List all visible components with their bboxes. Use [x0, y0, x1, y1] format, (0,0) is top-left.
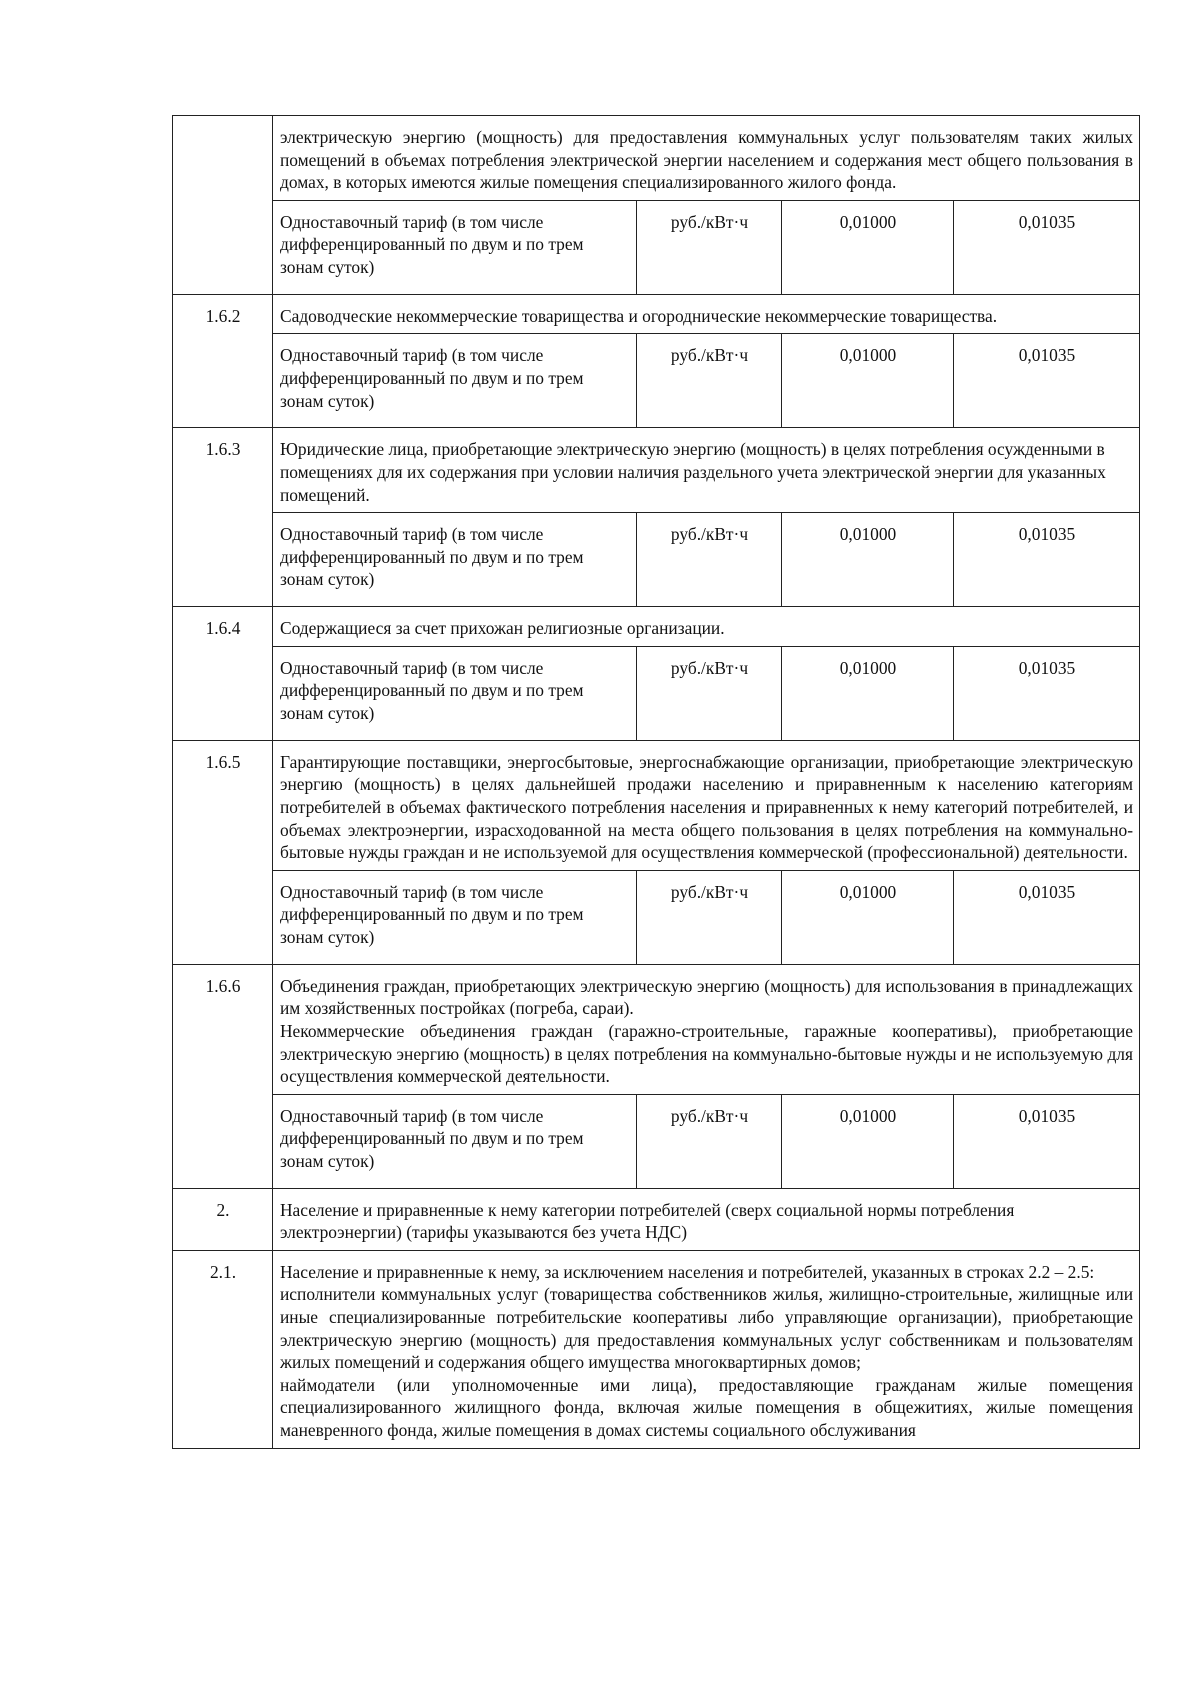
tariff-value-second-half: 0,01035: [954, 1094, 1140, 1188]
tariff-value-second-half: 0,01035: [954, 200, 1140, 294]
row-description: электрическую энергию (мощность) для предоставления коммунальных услуг пользователям таких жилых помещений в объемах потребления электрической энергии населением и содержания мест общего пользования в домах, в которых имеются жилые помещения специализированного жилого фонда.: [273, 116, 1140, 201]
tariff-unit: руб./кВт·ч: [637, 646, 782, 740]
row-number: 1.6.3: [173, 428, 273, 607]
paragraph: наймодатели (или уполномоченные ими лица), предоставляющие гражданам жилые помещения специализированного жилищного фонда, включая жилые помещения в общежитиях, жилые помещения маневренного фонда, жилые помещения в домах системы социального обслуживания: [280, 1374, 1133, 1441]
paragraph: Население и приравненные к нему, за исключением населения и потребителей, указанных в строках 2.2 – 2.5:: [280, 1261, 1095, 1282]
row-description: [273, 1250, 1140, 1448]
tariff-value-first-half: 0,01000: [782, 200, 954, 294]
tariff-value-second-half: 0,01035: [954, 870, 1140, 964]
tariff-value-second-half: 0,01035: [954, 646, 1140, 740]
tariff-value-first-half: 0,01000: [782, 513, 954, 607]
row-number: 2.1.: [173, 1250, 273, 1448]
tariff-unit: руб./кВт·ч: [637, 200, 782, 294]
tariff-value-first-half: 0,01000: [782, 334, 954, 428]
table-row: [173, 294, 1140, 334]
row-number: 2.: [173, 1188, 273, 1250]
tariff-unit: руб./кВт·ч: [637, 870, 782, 964]
tariff-value-second-half: 0,01035: [954, 513, 1140, 607]
tariff-unit: руб./кВт·ч: [637, 513, 782, 607]
tariff-name: Одноставочный тариф (в том числе дифференцированный по двум и по трем зонам суток): [273, 200, 637, 294]
row-description: Гарантирующие поставщики, энергосбытовые, энергоснабжающие организации, приобретающие электрическую энергию (мощность) в целях дальнейшей продажи населению и приравненным к населению категориям потребителей в объемах фактического потребления населения и приравненных к нему категорий потребителей, и объемах электроэнергии, израсходованной на места общего пользования в целях потребления на коммунально-бытовые нужды граждан и не используемой для осуществления коммерческой (профессиональной) деятельности.: [273, 740, 1140, 870]
tariff-row: [173, 870, 1140, 964]
tariff-value-first-half: 0,01000: [782, 870, 954, 964]
tariff-value-second-half: 0,01035: [954, 334, 1140, 428]
tariff-row: [173, 200, 1140, 294]
paragraph: исполнители коммунальных услуг (товарищества собственников жилья, жилищно-строительные, жилищные или иные специализированные потребительские кооперативы либо управляющие организации), приобретающие электрическую энергию (мощность) для предоставления коммунальных услуг собственникам и пользователям жилых помещений и содержания общего имущества многоквартирных домов;: [280, 1284, 1133, 1373]
table-row: [173, 740, 1140, 870]
table-row: [173, 607, 1140, 647]
row-description: [273, 964, 1140, 1094]
tariff-name: Одноставочный тариф (в том числе дифференцированный по двум и по трем зонам суток): [273, 870, 637, 964]
row-description: Содержащиеся за счет прихожан религиозные организации.: [273, 607, 1140, 647]
tariff-table: [172, 115, 1140, 1449]
tariff-unit: руб./кВт·ч: [637, 334, 782, 428]
paragraph: Объединения граждан, приобретающих электрическую энергию (мощность) для использования в принадлежащих им хозяйственных постройках (погреба, сараи).: [280, 975, 1133, 1019]
table-row: [173, 964, 1140, 1094]
tariff-value-first-half: 0,01000: [782, 646, 954, 740]
tariff-name: Одноставочный тариф (в том числе дифференцированный по двум и по трем зонам суток): [273, 513, 637, 607]
tariff-row: [173, 334, 1140, 428]
row-description: Садоводческие некоммерческие товарищества и огороднические некоммерческие товарищества.: [273, 294, 1140, 334]
tariff-row: [173, 1094, 1140, 1188]
tariff-row: [173, 513, 1140, 607]
tariff-row: [173, 646, 1140, 740]
row-number: 1.6.4: [173, 607, 273, 741]
tariff-unit: руб./кВт·ч: [637, 1094, 782, 1188]
row-number: 1.6.6: [173, 964, 273, 1188]
row-description: Юридические лица, приобретающие электрическую энергию (мощность) в целях потребления осужденными в помещениях для их содержания при условии наличия раздельного учета электрической энергии для указанных помещений.: [273, 428, 1140, 513]
tariff-value-first-half: 0,01000: [782, 1094, 954, 1188]
table-row: [173, 1188, 1140, 1250]
row-number-cell: [173, 116, 273, 295]
paragraph: Некоммерческие объединения граждан (гаражно-строительные, гаражные кооперативы), приобретающие электрическую энергию (мощность) в целях потребления на коммунально-бытовые нужды и не используемую для осуществления коммерческой деятельности.: [280, 1020, 1133, 1087]
tariff-name: Одноставочный тариф (в том числе дифференцированный по двум и по трем зонам суток): [273, 646, 637, 740]
row-number: 1.6.5: [173, 740, 273, 964]
table-row: [173, 116, 1140, 201]
row-description: Население и приравненные к нему категории потребителей (сверх социальной нормы потребления электроэнергии) (тарифы указываются без учета НДС): [273, 1188, 1140, 1250]
row-number: 1.6.2: [173, 294, 273, 428]
table-row: [173, 1250, 1140, 1448]
tariff-name: Одноставочный тариф (в том числе дифференцированный по двум и по трем зонам суток): [273, 334, 637, 428]
table-row: [173, 428, 1140, 513]
tariff-name: Одноставочный тариф (в том числе дифференцированный по двум и по трем зонам суток): [273, 1094, 637, 1188]
